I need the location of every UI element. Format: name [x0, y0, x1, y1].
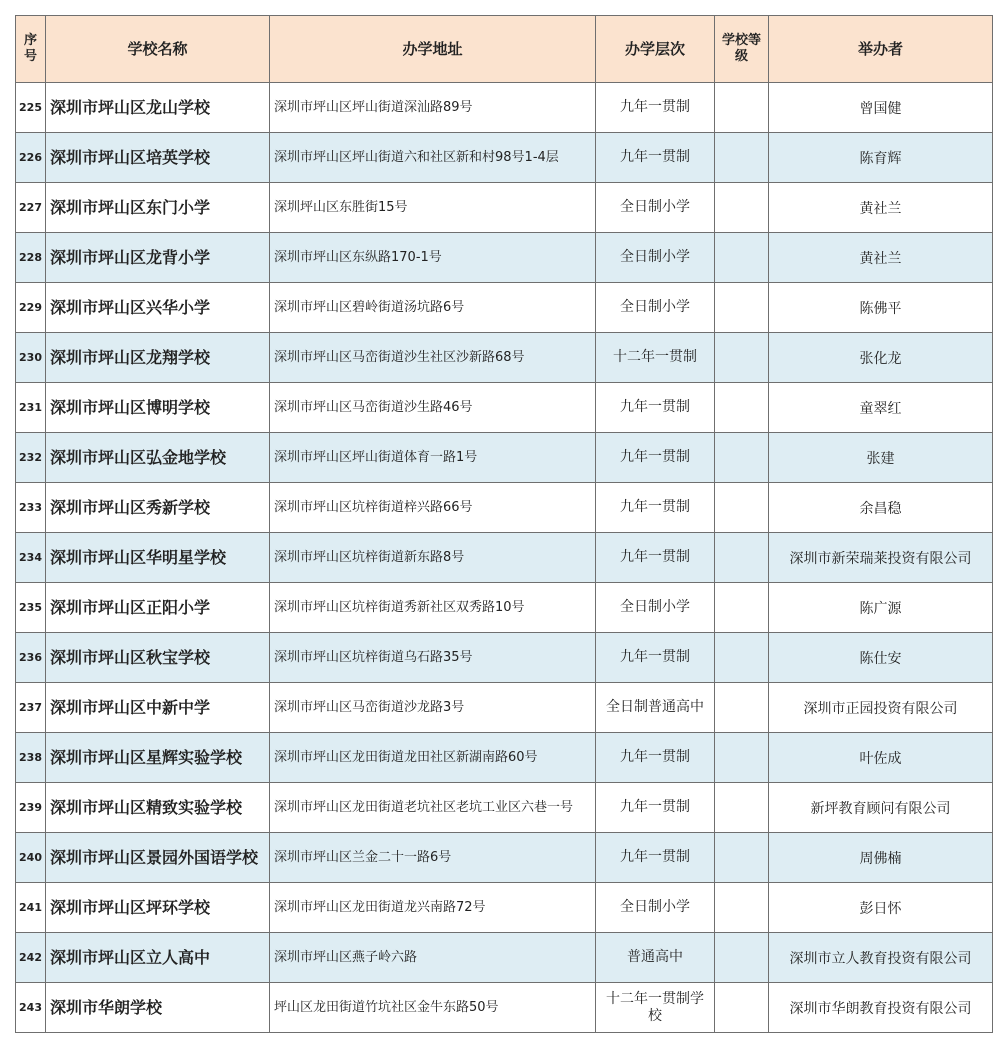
school-level: 九年一贯制	[596, 533, 715, 583]
school-organizer: 张化龙	[769, 333, 993, 383]
row-index: 238	[16, 733, 46, 783]
row-index: 239	[16, 783, 46, 833]
school-level: 九年一贯制	[596, 433, 715, 483]
table-row	[16, 133, 993, 183]
school-organizer: 黄社兰	[769, 233, 993, 283]
table-row	[16, 233, 993, 283]
school-address: 深圳市坪山区燕子岭六路	[270, 933, 596, 983]
school-address: 深圳市坪山区马峦街道沙生路46号	[270, 383, 596, 433]
table-row	[16, 933, 993, 983]
school-address: 深圳市坪山区坑梓街道梓兴路66号	[270, 483, 596, 533]
school-organizer: 陈育辉	[769, 133, 993, 183]
school-name: 深圳市坪山区龙背小学	[46, 233, 270, 283]
school-level: 九年一贯制	[596, 83, 715, 133]
school-grade	[715, 83, 769, 133]
school-level: 十二年一贯制	[596, 333, 715, 383]
school-address: 深圳市坪山区东纵路170-1号	[270, 233, 596, 283]
table-row	[16, 783, 993, 833]
school-organizer: 张建	[769, 433, 993, 483]
school-grade	[715, 733, 769, 783]
school-address: 深圳市坪山区坪山街道体育一路1号	[270, 433, 596, 483]
table-row	[16, 433, 993, 483]
school-organizer: 陈佛平	[769, 283, 993, 333]
table-row	[16, 983, 993, 1033]
table-row	[16, 583, 993, 633]
school-organizer: 新坪教育顾问有限公司	[769, 783, 993, 833]
header-level: 办学层次	[596, 16, 715, 83]
school-address: 深圳市坪山区坑梓街道乌石路35号	[270, 633, 596, 683]
table-row	[16, 333, 993, 383]
header-index: 序号	[16, 16, 46, 83]
table-row	[16, 533, 993, 583]
row-index: 231	[16, 383, 46, 433]
header-grade: 学校等级	[715, 16, 769, 83]
school-level: 十二年一贯制学校	[596, 983, 715, 1033]
row-index: 242	[16, 933, 46, 983]
school-name: 深圳市坪山区弘金地学校	[46, 433, 270, 483]
school-organizer: 童翠红	[769, 383, 993, 433]
school-address: 深圳市坪山区坑梓街道新东路8号	[270, 533, 596, 583]
table-row	[16, 683, 993, 733]
header-name: 学校名称	[46, 16, 270, 83]
school-grade	[715, 883, 769, 933]
school-address: 深圳市坪山区龙田街道龙兴南路72号	[270, 883, 596, 933]
row-index: 227	[16, 183, 46, 233]
row-index: 229	[16, 283, 46, 333]
school-level: 普通高中	[596, 933, 715, 983]
school-organizer: 彭日怀	[769, 883, 993, 933]
school-table	[15, 15, 993, 1033]
school-address: 深圳市坪山区兰金二十一路6号	[270, 833, 596, 883]
row-index: 225	[16, 83, 46, 133]
row-index: 230	[16, 333, 46, 383]
school-organizer: 陈广源	[769, 583, 993, 633]
school-level: 全日制小学	[596, 283, 715, 333]
school-level: 全日制小学	[596, 883, 715, 933]
school-grade	[715, 183, 769, 233]
school-organizer: 黄社兰	[769, 183, 993, 233]
row-index: 236	[16, 633, 46, 683]
table-row	[16, 633, 993, 683]
school-grade	[715, 233, 769, 283]
row-index: 237	[16, 683, 46, 733]
school-level: 九年一贯制	[596, 383, 715, 433]
school-organizer: 陈仕安	[769, 633, 993, 683]
school-level: 全日制小学	[596, 233, 715, 283]
row-index: 240	[16, 833, 46, 883]
school-address: 深圳坪山区东胜街15号	[270, 183, 596, 233]
school-grade	[715, 433, 769, 483]
header-address: 办学地址	[270, 16, 596, 83]
table-row	[16, 83, 993, 133]
school-grade	[715, 483, 769, 533]
school-grade	[715, 283, 769, 333]
school-organizer: 曾国健	[769, 83, 993, 133]
school-organizer: 周佛楠	[769, 833, 993, 883]
row-index: 232	[16, 433, 46, 483]
school-name: 深圳市坪山区立人高中	[46, 933, 270, 983]
table-row	[16, 383, 993, 433]
row-index: 241	[16, 883, 46, 933]
school-name: 深圳市坪山区正阳小学	[46, 583, 270, 633]
school-organizer: 深圳市华朗教育投资有限公司	[769, 983, 993, 1033]
school-name: 深圳市坪山区坪环学校	[46, 883, 270, 933]
school-name: 深圳市坪山区培英学校	[46, 133, 270, 183]
school-level: 九年一贯制	[596, 633, 715, 683]
school-address: 深圳市坪山区坪山街道深汕路89号	[270, 83, 596, 133]
school-address: 深圳市坪山区龙田街道老坑社区老坑工业区六巷一号	[270, 783, 596, 833]
school-organizer: 深圳市新荣瑞莱投资有限公司	[769, 533, 993, 583]
school-grade	[715, 783, 769, 833]
school-address: 坪山区龙田街道竹坑社区金牛东路50号	[270, 983, 596, 1033]
school-name: 深圳市坪山区龙山学校	[46, 83, 270, 133]
school-grade	[715, 133, 769, 183]
school-name: 深圳市坪山区秀新学校	[46, 483, 270, 533]
school-level: 九年一贯制	[596, 133, 715, 183]
school-name: 深圳市坪山区华明星学校	[46, 533, 270, 583]
header-organizer: 举办者	[769, 16, 993, 83]
school-name: 深圳市坪山区景园外国语学校	[46, 833, 270, 883]
school-level: 九年一贯制	[596, 483, 715, 533]
school-address: 深圳市坪山区龙田街道龙田社区新湖南路60号	[270, 733, 596, 783]
row-index: 233	[16, 483, 46, 533]
table-row	[16, 183, 993, 233]
school-name: 深圳市坪山区星辉实验学校	[46, 733, 270, 783]
school-level: 九年一贯制	[596, 783, 715, 833]
school-name: 深圳市华朗学校	[46, 983, 270, 1033]
table-row	[16, 883, 993, 933]
school-name: 深圳市坪山区中新中学	[46, 683, 270, 733]
row-index: 235	[16, 583, 46, 633]
school-level: 九年一贯制	[596, 733, 715, 783]
school-name: 深圳市坪山区龙翔学校	[46, 333, 270, 383]
table-row	[16, 833, 993, 883]
school-address: 深圳市坪山区碧岭街道汤坑路6号	[270, 283, 596, 333]
school-name: 深圳市坪山区东门小学	[46, 183, 270, 233]
school-name: 深圳市坪山区兴华小学	[46, 283, 270, 333]
school-level: 九年一贯制	[596, 833, 715, 883]
school-grade	[715, 683, 769, 733]
school-address: 深圳市坪山区坪山街道六和社区新和村98号1-4层	[270, 133, 596, 183]
school-organizer: 深圳市正园投资有限公司	[769, 683, 993, 733]
school-organizer: 余昌稳	[769, 483, 993, 533]
school-grade	[715, 333, 769, 383]
row-index: 226	[16, 133, 46, 183]
school-grade	[715, 983, 769, 1033]
table-row	[16, 733, 993, 783]
school-grade	[715, 933, 769, 983]
school-grade	[715, 833, 769, 883]
header-row	[16, 16, 993, 83]
school-level: 全日制普通高中	[596, 683, 715, 733]
table-row	[16, 483, 993, 533]
row-index: 234	[16, 533, 46, 583]
school-name: 深圳市坪山区秋宝学校	[46, 633, 270, 683]
row-index: 243	[16, 983, 46, 1033]
school-level: 全日制小学	[596, 183, 715, 233]
table-row	[16, 283, 993, 333]
school-name: 深圳市坪山区博明学校	[46, 383, 270, 433]
row-index: 228	[16, 233, 46, 283]
school-level: 全日制小学	[596, 583, 715, 633]
school-grade	[715, 583, 769, 633]
school-address: 深圳市坪山区坑梓街道秀新社区双秀路10号	[270, 583, 596, 633]
school-name: 深圳市坪山区精致实验学校	[46, 783, 270, 833]
school-organizer: 深圳市立人教育投资有限公司	[769, 933, 993, 983]
school-grade	[715, 383, 769, 433]
school-grade	[715, 633, 769, 683]
school-address: 深圳市坪山区马峦街道沙龙路3号	[270, 683, 596, 733]
school-organizer: 叶佐成	[769, 733, 993, 783]
school-grade	[715, 533, 769, 583]
school-address: 深圳市坪山区马峦街道沙生社区沙新路68号	[270, 333, 596, 383]
